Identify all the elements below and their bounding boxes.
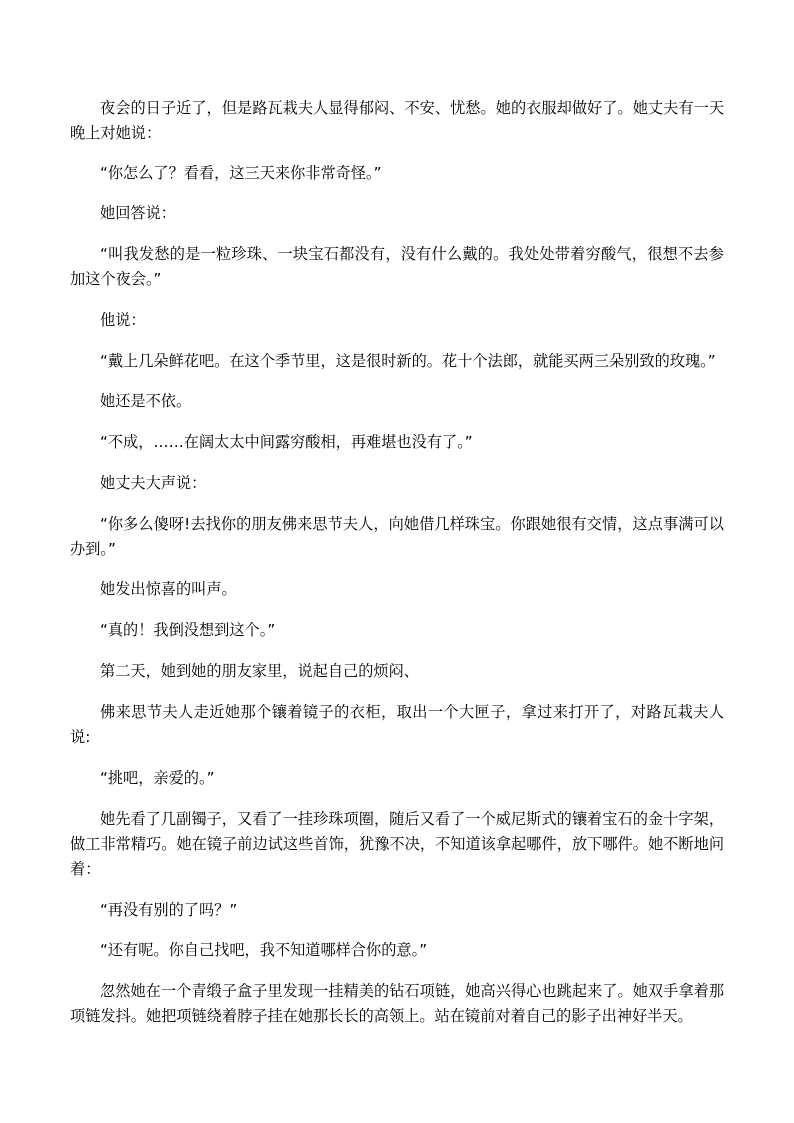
paragraph-4: “叫我发愁的是一粒珍珠、一块宝石都没有，没有什么戴的。我处处带着穷酸气，很想不去参加这个夜会。” — [70, 245, 724, 288]
paragraph-11: 她发出惊喜的叫声。 — [100, 580, 237, 598]
document-page — [70, 96, 724, 1045]
paragraph-13: 第二天，她到她的朋友家里，说起自己的烦闷、 — [100, 662, 419, 680]
paragraph-15: “挑吧，亲爱的。” — [100, 769, 215, 787]
paragraph-18: “还有呢。你自己找吧，我不知道哪样合你的意。” — [100, 941, 428, 959]
paragraph-5: 他说： — [100, 311, 146, 329]
paragraph-9: 她丈夫大声说： — [100, 474, 207, 492]
paragraph-1: 夜会的日子近了，但是路瓦栽夫人显得郁闷、不安、忧愁。她的衣服却做好了。她丈夫有一天晚上对她说： — [70, 99, 724, 142]
paragraph-7: 她还是不依。 — [100, 392, 192, 410]
paragraph-2: “你怎么了？看看，这三天来你非常奇怪。” — [100, 164, 382, 182]
paragraph-17: “再没有别的了吗？” — [100, 901, 238, 919]
paragraph-6: “戴上几朵鲜花吧。在这个季节里，这是很时新的。花十个法郎，就能买两三朵别致的玫瑰。” — [100, 352, 716, 370]
paragraph-10: “你多么傻呀!去找你的朋友佛来思节夫人，向她借几样珠宝。你跟她很有交情，这点事满可以办到。” — [70, 515, 724, 558]
paragraph-19: 忽然她在一个青缎子盒子里发现一挂精美的钻石项链，她高兴得心也跳起来了。她双手拿着那项链发抖。她把项链绕着脖子挂在她那长长的高领上。站在镜前对着自己的影子出神好半天。 — [70, 982, 724, 1025]
paragraph-16: 她先看了几副镯子，又看了一挂珍珠项圈，随后又看了一个威尼斯式的镶着宝石的金十字架，做工非常精巧。她在镜子前边试这些首饰，犹豫不决，不知道该拿起哪件，放下哪件。她不断地问着： — [70, 810, 724, 878]
paragraph-3: 她回答说： — [100, 204, 176, 222]
paragraph-8: “不成，……在阔太太中间露穷酸相，再难堪也没有了。” — [100, 433, 473, 451]
paragraph-14: 佛来思节夫人走近她那个镶着镜子的衣柜，取出一个大匣子，拿过来打开了，对路瓦栽夫人说: — [70, 703, 724, 746]
paragraph-12: “真的！我倒没想到这个。” — [100, 621, 276, 639]
